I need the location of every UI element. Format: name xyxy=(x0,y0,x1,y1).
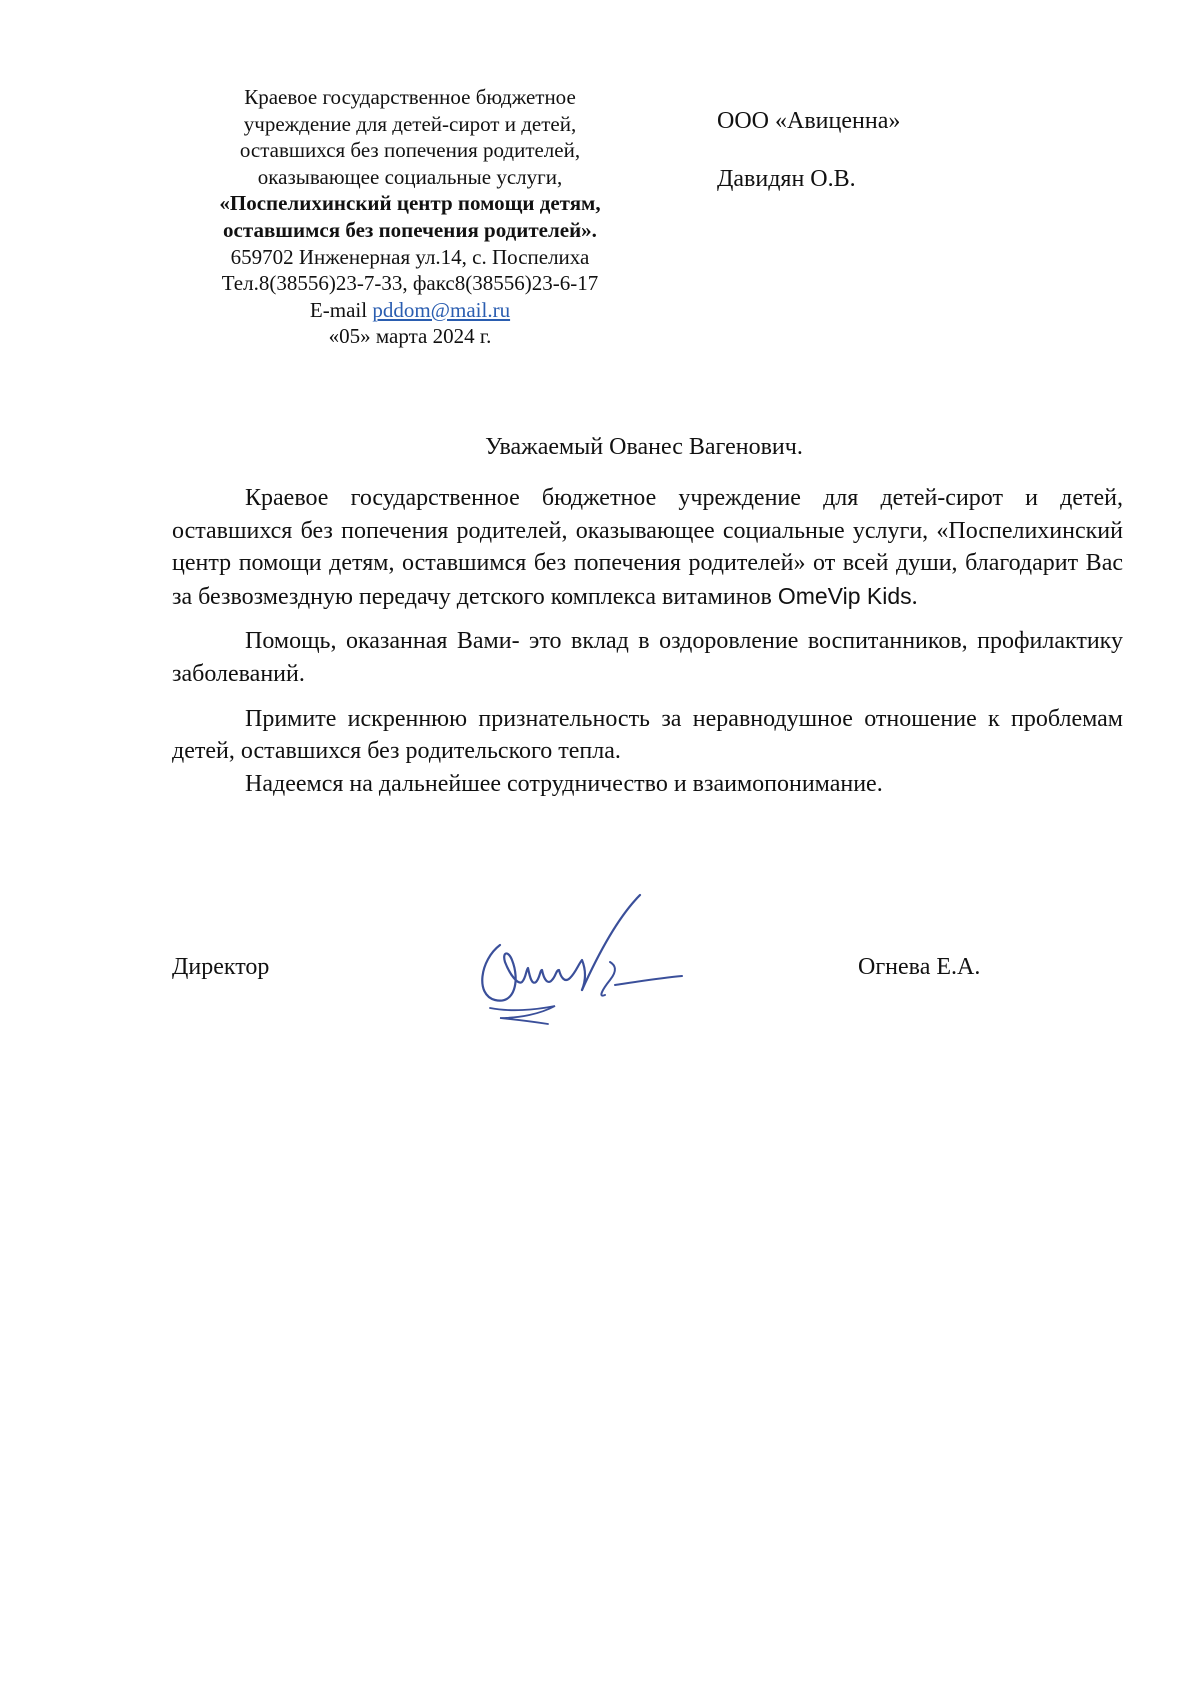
letter-body xyxy=(172,482,1123,812)
sender-line-4: оказывающее социальные услуги, xyxy=(257,164,563,189)
paragraph-2: Помощь, оказанная Вами- это вклад в оздоровление воспитанников, профилактику заболеваний. xyxy=(172,628,1123,687)
sender-phone: Тел.8(38556)23-7-33, факс8(38556)23-6-17 xyxy=(221,271,599,296)
sender-line-6: оставшимся без попечения родителей». xyxy=(223,217,597,242)
sender-address: 659702 Инженерная ул.14, с. Поспелиха xyxy=(230,244,590,269)
greeting: Уважаемый Ованес Вагенович. xyxy=(485,434,803,460)
recipient-company: ООО «Авиценна» xyxy=(717,108,901,134)
product-name: OmeVip Kids xyxy=(777,582,912,609)
recipient-block xyxy=(717,106,900,194)
signatory-position: Директор xyxy=(172,954,270,980)
paragraph-1-end: . xyxy=(911,583,918,610)
paragraph-1 xyxy=(172,482,1123,613)
sender-email-row xyxy=(160,297,660,324)
sender-date: «05» марта 2024 г. xyxy=(328,324,492,349)
sender-line-1: Краевое государственное бюджетное xyxy=(244,85,576,109)
sender-line-2: учреждение для детей-сирот и детей, xyxy=(243,111,577,136)
sender-email-link[interactable]: pddom@mail.ru xyxy=(372,297,511,322)
recipient-name: Давидян О.В. xyxy=(717,166,856,192)
paragraph-3: Примите искреннюю признательность за неравнодушное отношение к проблемам детей, оставшихся без родительского тепла. xyxy=(172,705,1123,765)
sender-line-5: «Поспелихинский центр помощи детям, xyxy=(219,191,601,216)
paragraph-4: Надеемся на дальнейшее сотрудничество и взаимопонимание. xyxy=(245,770,883,797)
signatory-name: Огнева Е.А. xyxy=(858,954,981,980)
sender-line-3: оставшихся без попечения родителей, xyxy=(239,138,581,163)
sender-block xyxy=(160,84,660,350)
sender-email-label: E-mail xyxy=(309,297,368,322)
paragraph-1-text: Краевое государственное бюджетное учреждение для детей-сирот и детей, оставшихся без попечения родителей, оказывающее социальные услуги, «Поспелихинский центр помощи детям, оставшимся без попечения родителей» от всей души, благодарит Вас за безвозмездную передачу детского комплекса витаминов xyxy=(172,485,1123,610)
handwritten-signature xyxy=(460,890,690,1030)
